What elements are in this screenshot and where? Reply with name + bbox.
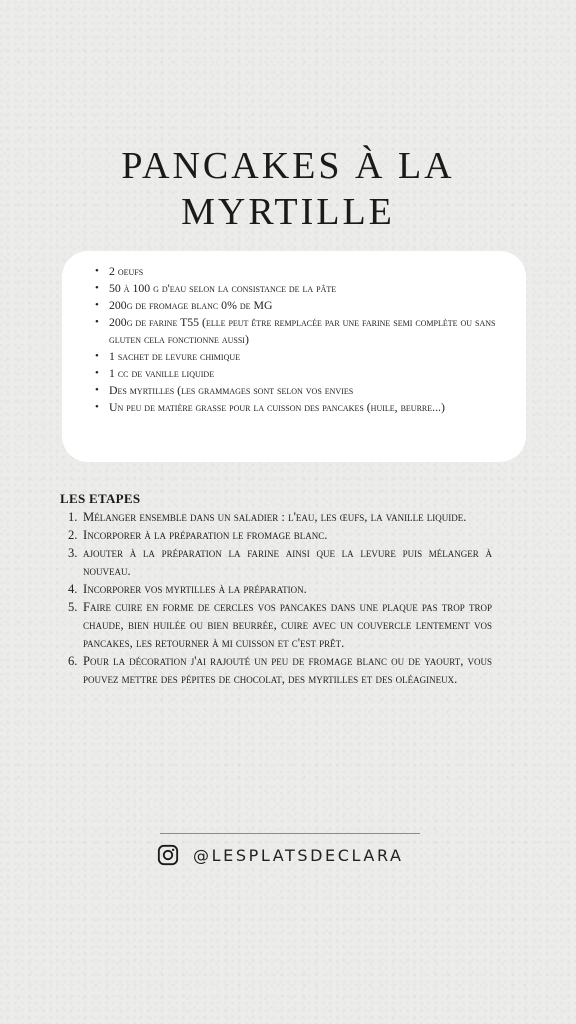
bullet: • — [95, 316, 99, 328]
bullet: • — [95, 265, 99, 277]
ingredient-item — [93, 399, 517, 416]
step-number: 5. — [68, 600, 78, 614]
ingredient-text: 1 cc de vanille liquide — [109, 366, 215, 380]
ingredient-text: 200g de farine T55 (elle peut être remplacée par une farine semi complète ou sans gluten cela fonctionne aussi) — [109, 315, 496, 346]
ingredients-list — [93, 263, 517, 416]
ingredient-text: 2 oeufs — [109, 264, 144, 278]
step-number: 6. — [68, 654, 78, 668]
bullet: • — [95, 282, 99, 294]
step-item — [68, 526, 492, 544]
ingredient-item — [93, 314, 517, 348]
step-text: Incorporer à la préparation le fromage blanc. — [83, 528, 328, 542]
ingredient-item — [93, 348, 517, 365]
step-number: 4. — [68, 582, 78, 596]
ingredient-item — [93, 263, 517, 280]
ingredient-text: 200g de fromage blanc 0% de MG — [109, 298, 273, 312]
step-item — [68, 652, 492, 688]
bullet: • — [95, 367, 99, 379]
bullet: • — [95, 384, 99, 396]
step-number: 1. — [68, 510, 78, 524]
step-number: 3. — [68, 546, 78, 560]
bullet: • — [95, 299, 99, 311]
ingredient-text: 1 sachet de levure chimique — [109, 349, 241, 363]
step-item — [68, 598, 492, 652]
social-handle[interactable] — [157, 842, 404, 868]
step-text: ajouter à la préparation la farine ainsi que la levure puis mélanger à nouveau. — [83, 546, 492, 578]
ingredient-item — [93, 365, 517, 382]
recipe-title-line-1: PANCAKES À LA — [121, 145, 455, 188]
ingredient-item — [93, 280, 517, 297]
step-item — [68, 544, 492, 580]
step-item — [68, 580, 492, 598]
recipe-title — [0, 143, 576, 235]
footer-divider — [160, 833, 420, 834]
steps-list — [68, 508, 492, 688]
recipe-title-line-2: MYRTILLE — [181, 191, 395, 234]
ingredient-item — [93, 297, 517, 314]
instagram-handle: @LESPLATSDECLARA — [193, 845, 404, 865]
bullet: • — [95, 350, 99, 362]
step-text: Incorporer vos myrtilles à la préparation. — [83, 582, 307, 596]
instagram-icon — [157, 844, 179, 866]
step-number: 2. — [68, 528, 78, 542]
ingredient-item — [93, 382, 517, 399]
ingredient-text: Des myrtilles (les grammages sont selon vos envies — [109, 383, 354, 397]
bullet: • — [95, 401, 99, 413]
ingredient-text: Un peu de matière grasse pour la cuisson des pancakes (huile, beurre...) — [109, 400, 445, 414]
step-text: Faire cuire en forme de cercles vos pancakes dans une plaque pas trop trop chaude, bien huilée ou bien beurrée, cuire avec un couvercle lentement vos pancakes, les retourner à mi cuisson et c'est prêt. — [83, 600, 492, 650]
step-text: Mélanger ensemble dans un saladier : l'eau, les œufs, la vanille liquide. — [83, 510, 467, 524]
steps-heading: LES ETAPES — [60, 491, 141, 506]
ingredient-text: 50 à 100 g d'eau selon la consistance de la pâte — [109, 281, 337, 295]
step-text: Pour la décoration j'ai rajouté un peu de fromage blanc ou de yaourt, vous pouvez mettre des pépites de chocolat, des myrtilles et des oléagineux. — [83, 654, 492, 686]
step-item — [68, 508, 492, 526]
